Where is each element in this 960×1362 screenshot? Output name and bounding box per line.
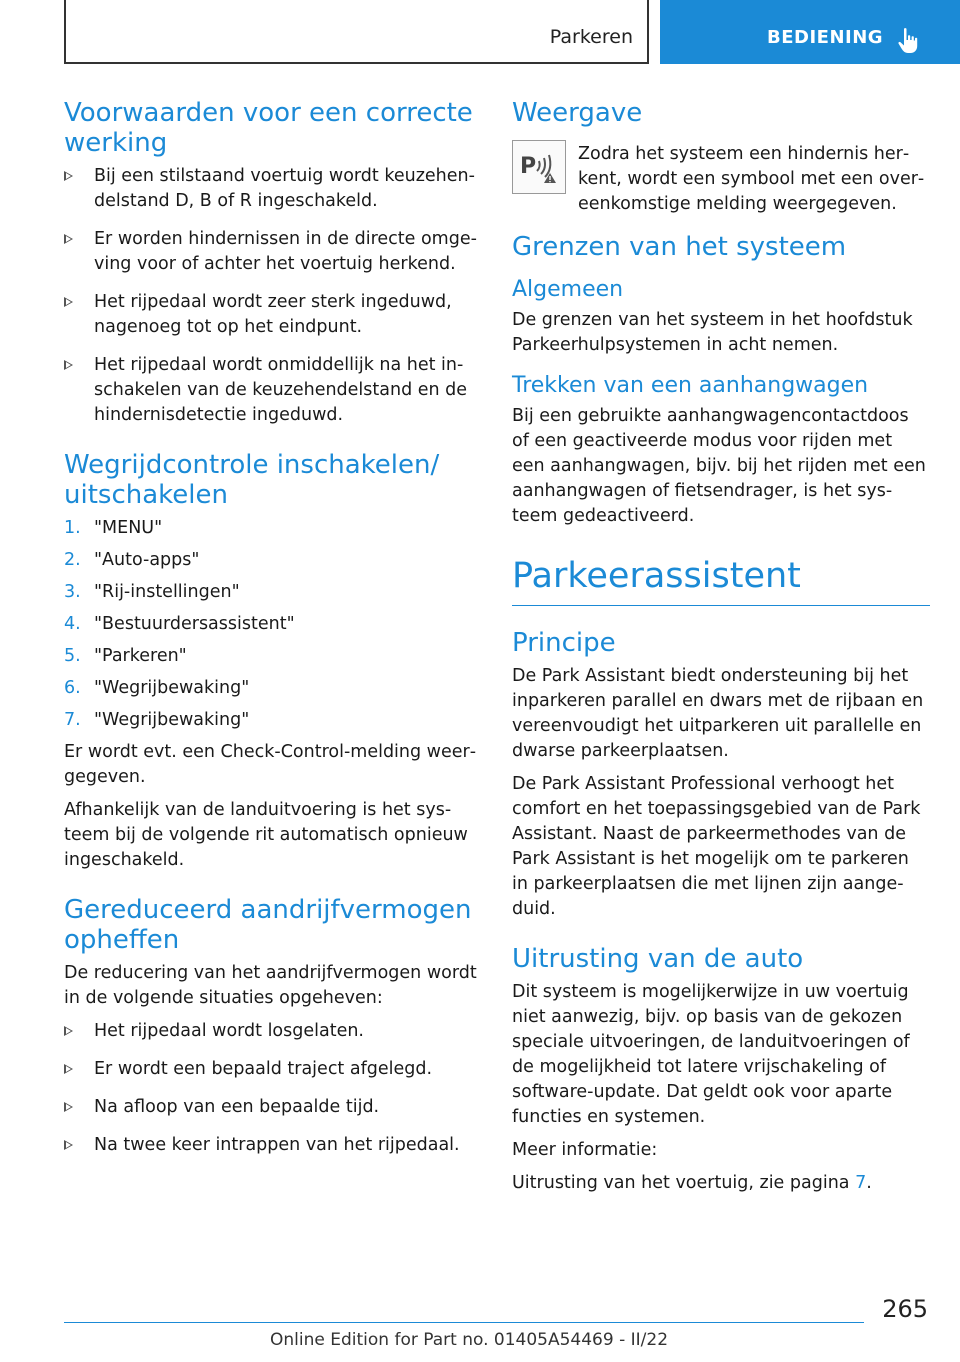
header-section-label: Parkeren bbox=[549, 26, 633, 48]
section-title-conditions: Voorwaarden voor een correcte werking bbox=[64, 98, 473, 158]
right-column bbox=[512, 98, 930, 1204]
step-item: 2. "Auto-apps" bbox=[64, 550, 200, 570]
paragraph-principle-1: De Park Assistant biedt ondersteuning bij het inparkeren parallel en dwars met de rijbaan en vereenvoudigt het uitparkeren uit parallelle en dwarse parkeerplaatsen. bbox=[512, 666, 924, 761]
step-item: 1. "MENU" bbox=[64, 518, 163, 538]
section-title-display: Weergave bbox=[512, 98, 643, 128]
paragraph-reference: Uitrusting van het voertuig, zie pagina 7. bbox=[512, 1173, 872, 1193]
list-item: Bij een stilstaand voertuig wordt keuzehendelstand D, B of R ingeschakeld. bbox=[64, 164, 482, 214]
hand-pointer-icon bbox=[896, 27, 922, 55]
section-title-reduced-power: Gereduceerd aandrijfvermogen opheffen bbox=[64, 895, 472, 955]
header-chapter-tab bbox=[660, 0, 960, 64]
menu-steps-list bbox=[64, 516, 482, 733]
triangle-bullet-icon bbox=[64, 1064, 73, 1074]
paragraph-check-control: Er wordt evt. een Check-Control-melding weergegeven. bbox=[64, 742, 477, 787]
section-title-system-limits: Grenzen van het systeem bbox=[512, 232, 847, 262]
section-title-equipment: Uitrusting van de auto bbox=[512, 944, 804, 974]
footer-edition-text: Online Edition for Part no. 01405A54469 - II/22 bbox=[270, 1330, 669, 1350]
list-item: Het rijpedaal wordt losgelaten. bbox=[64, 1019, 482, 1044]
section-title-drive-off-control: Wegrijdcontrole inschakelen/ uitschakelen bbox=[64, 450, 440, 510]
left-column bbox=[64, 98, 482, 1171]
paragraph-general: De grenzen van het systeem in het hoofdstuk Parkeerhulpsystemen in acht nemen. bbox=[512, 310, 913, 355]
section-title-principle: Principe bbox=[512, 628, 616, 658]
triangle-bullet-icon bbox=[64, 360, 73, 370]
paragraph-more-info: Meer informatie: bbox=[512, 1140, 658, 1160]
svg-text:P: P bbox=[520, 154, 537, 179]
step-item: 3. "Rij-instellingen" bbox=[64, 582, 240, 602]
triangle-bullet-icon bbox=[64, 297, 73, 307]
header-section-box bbox=[64, 0, 649, 64]
reduced-power-list bbox=[64, 1019, 482, 1158]
triangle-bullet-icon bbox=[64, 171, 73, 181]
paragraph-auto-reactivation: Afhankelijk van de landuitvoering is het systeem bij de volgende rit automatisch opnieuw ingeschakeld. bbox=[64, 800, 468, 870]
header-chapter-label: BEDIENING bbox=[767, 27, 884, 48]
step-item: 5. "Parkeren" bbox=[64, 646, 187, 666]
page-number: 265 bbox=[882, 1295, 928, 1323]
triangle-bullet-icon bbox=[64, 1140, 73, 1150]
paragraph-reduced-power: De reducering van het aandrijfvermogen wordt in de volgende situaties opgeheven: bbox=[64, 963, 477, 1008]
display-section bbox=[512, 98, 930, 214]
display-description: Zodra het systeem een hindernis herkent, wordt een symbool met een overeenkomstige melding weergegeven. bbox=[578, 144, 925, 214]
list-item: Er worden hindernissen in de directe omgeving voor of achter het voertuig herkend. bbox=[64, 227, 482, 277]
list-item: Het rijpedaal wordt zeer sterk ingeduwd, nagenoeg tot op het eindpunt. bbox=[64, 290, 482, 340]
paragraph-trailer: Bij een gebruikte aanhangwagencontactdoos of een geactiveerde modus voor rijden met een aanhangwagen, bijv. bij het rijden met een aanhangwagen of fietsendrager, is het systeem gedeactiveerd. bbox=[512, 406, 926, 526]
subsection-title-trailer: Trekken van een aanhangwagen bbox=[512, 373, 869, 398]
paragraph-equipment: Dit systeem is mogelijkerwijze in uw voertuig niet aanwezig, bijv. op basis van de gekozen speciale uitvoeringen, de landuitvoeringen of de mogelijkheid tot latere vrijschakeling of software-update. Dat geldt ook voor aparte functies en systemen. bbox=[512, 982, 910, 1127]
conditions-list bbox=[64, 164, 482, 428]
list-item: Na twee keer intrappen van het rijpedaal. bbox=[64, 1133, 482, 1158]
step-item: 4. "Bestuurdersassistent" bbox=[64, 614, 295, 634]
list-item: Er wordt een bepaald traject afgelegd. bbox=[64, 1057, 482, 1082]
triangle-bullet-icon bbox=[64, 234, 73, 244]
park-sensor-icon bbox=[512, 140, 566, 194]
list-item: Het rijpedaal wordt onmiddellijk na het inschakelen van de keuzehendelstand en de hindernisdetectie ingeduwd. bbox=[64, 353, 482, 428]
paragraph-principle-2: De Park Assistant Professional verhoogt het comfort en het toepassingsgebied van de Park Assistant. Naast de parkeermethodes van de Park Assistant is het mogelijk om te parkeren in parkeerplaatsen die met lijnen zijn aangeduid. bbox=[512, 774, 921, 919]
chapter-title-park-assistant: Parkeerassistent bbox=[512, 555, 930, 606]
page-reference-link[interactable]: 7 bbox=[855, 1173, 867, 1193]
subsection-title-general: Algemeen bbox=[512, 277, 624, 302]
step-item: 6. "Wegrijbewaking" bbox=[64, 678, 250, 698]
triangle-bullet-icon bbox=[64, 1102, 73, 1112]
list-item: Na afloop van een bepaalde tijd. bbox=[64, 1095, 482, 1120]
step-item: 7. "Wegrijbewaking" bbox=[64, 710, 250, 730]
footer-divider bbox=[64, 1322, 864, 1323]
triangle-bullet-icon bbox=[64, 1026, 73, 1036]
